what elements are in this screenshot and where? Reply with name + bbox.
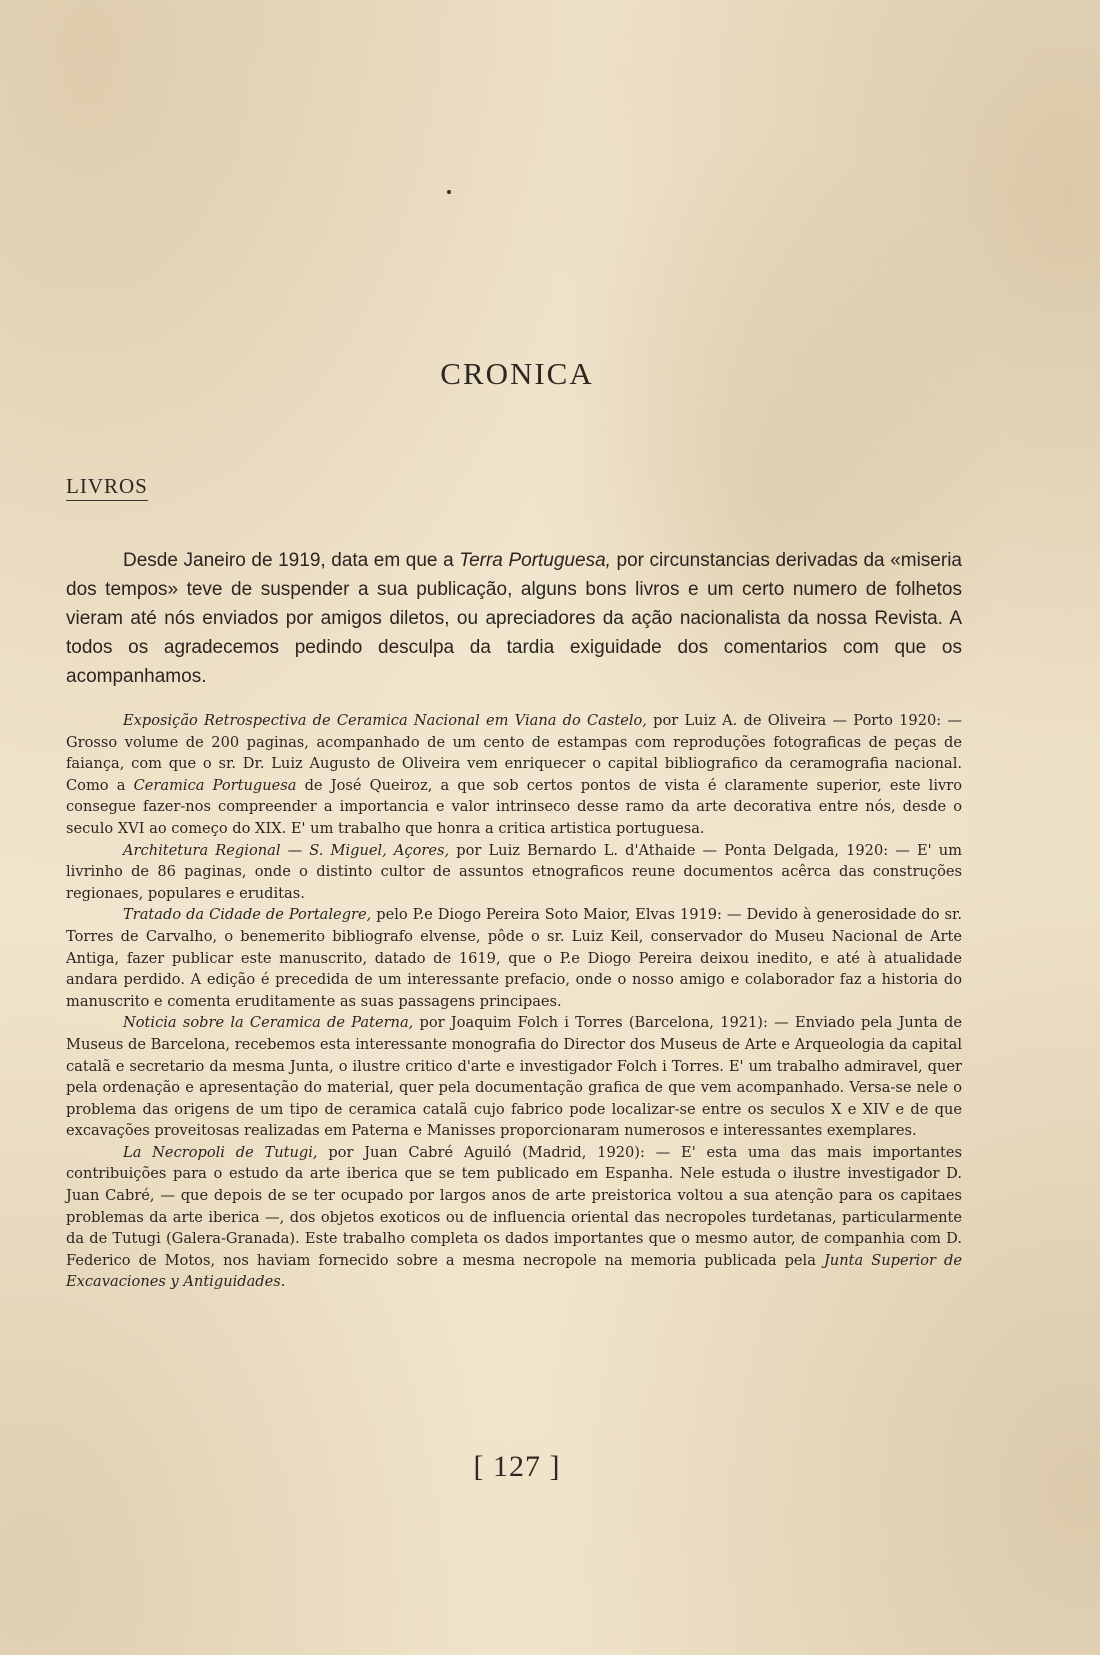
review-book-title: Noticia sobre la Ceramica de Paterna, (123, 1014, 414, 1032)
review-text: por Luiz A. de Oliveira — Porto 1920: — Grosso volume de 200 paginas, acompanhado de um cento de estampas com reproduções fotograficas de peças de faiança, com que o sr. Dr. Luiz Augusto de Oliveira vem enriquecer o capital bibliografico da ceramografia nacional. Como a (66, 712, 962, 794)
review-cited-title: Ceramica Portuguesa (133, 776, 297, 794)
review-text: por Luiz Bernardo L. d'Athaide — Ponta Delgada, 1920: — E' um livrinho de 86 paginas, onde o distinto cultor de assuntos etnograficos reune documentos acêrca das construções regionaes, populares e eruditas. (66, 841, 962, 902)
review-book-title: Architetura Regional — S. Miguel, Açores, (123, 841, 450, 859)
review-paragraph (66, 840, 962, 905)
review-paragraph (66, 1142, 962, 1293)
section-heading: LIVROS (66, 474, 148, 501)
review-text: pelo P.e Diogo Pereira Soto Maior, Elvas 1919: — Devido à generosidade do sr. Torres de Carvalho, o benemerito bibliografo elvense, pôde o sr. Luiz Keil, conservador do Museu Nacional de Arte Antiga, fazer publicar este manuscrito, datado de 1619, que o P.e Diogo Pereira deixou inedito, e até à atualidade andara perdido. A edição é precedida de um interessante prefacio, onde o nosso amigo e colaborador faz a historia do manuscrito e comenta eruditamente as suas passagens principaes. (66, 906, 962, 1010)
intro-text-1: Desde Janeiro de 1919, data em que a (123, 550, 460, 571)
review-cited-title: Junta Superior de Excavaciones y Antiguidades. (66, 1251, 962, 1291)
review-book-title: Tratado da Cidade de Portalegre, (123, 906, 372, 924)
review-paragraph (66, 904, 962, 1012)
ink-dot (447, 190, 451, 194)
intro-paragraph (66, 546, 962, 691)
book-reviews (66, 710, 962, 1293)
page-title: CRONICA (440, 356, 594, 391)
review-text: por Juan Cabré Aguiló (Madrid, 1920): — E' esta uma das mais importantes contribuições para o estudo da arte iberica que se tem publicado em Espanha. Nele estuda o ilustre investigador D. Juan Cabré, — que depois de se ter ocupado por largos anos de arte preistorica voltou a sua atenção para os capitaes problemas da arte iberica —, dos objetos exoticos ou de influencia oriental das necropoles turdetanas, particularmente da de Tutugi (Galera-Granada). Este trabalho completa os dados importantes que o mesmo autor, de companhia com D. Federico de Motos, nos haviam fornecido sobre a mesma necropole na memoria publicada pela (66, 1143, 963, 1269)
page-number: [ 127 ] (473, 1450, 561, 1483)
review-text: por Joaquim Folch i Torres (Barcelona, 1921): — Enviado pela Junta de Museus de Barcelona, recebemos esta interessante monografia do Director dos Museus de Arte e Arqueologia da capital catalã e secretario da mesma Junta, o ilustre critico d'arte e investigador Folch i Torres. E' um trabalho admiravel, quer pela ordenação e apresentação do material, quer pela documentação grafica de que vem acompanhado. Versa-se nele o problema das origens de um tipo de ceramica catalã cujo fabrico pode localizar-se entre os seculos X e XIV e de que excavações proveitosas realizadas em Paterna e Manisses proporcionaram numerosos e interessantes exemplares. (66, 1014, 962, 1140)
review-paragraph (66, 1012, 962, 1142)
review-book-title: La Necropoli de Tutugi, (123, 1143, 318, 1161)
review-paragraph (66, 710, 962, 840)
review-book-title: Exposição Retrospectiva de Ceramica Nacional em Viana do Castelo, (123, 712, 647, 729)
intro-text-2: por circunstancias derivadas da «miseria dos tempos» teve de suspender a sua publicação, alguns bons livros e um certo numero de folhetos vieram até nós enviados por amigos diletos, ou apreciadores da ação nacionalista da nossa Revista. A todos os agradecemos pedindo desculpa da tardia exiguidade dos comentarios com que os acompanhamos. (66, 550, 962, 687)
review-text: de José Queiroz, a que sob certos pontos de vista é claramente superior, este livro consegue fazer-nos compreender a importancia e valor intrinseco desse ramo da arte decorativa entre nós, desde o seculo XVI ao começo do XIX. E' um trabalho que honra a critica artistica portuguesa. (66, 776, 962, 837)
intro-journal-title: Terra Portuguesa, (459, 550, 611, 571)
